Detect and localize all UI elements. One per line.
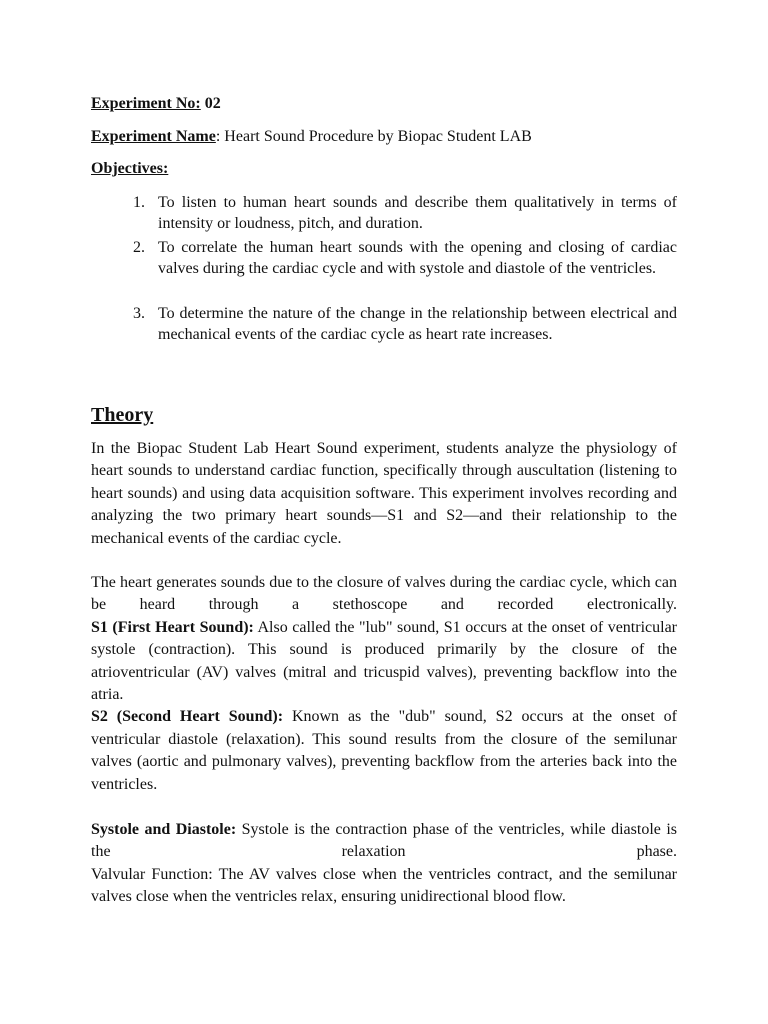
experiment-name-label: Experiment Name <box>91 128 216 145</box>
experiment-name-line <box>91 126 532 148</box>
systole-diastole-description: Systole and Diastole: Systole is the contraction phase of the ventricles, while diastole is the relaxation phase. <box>91 821 677 861</box>
objective-number: 1. <box>133 194 145 211</box>
theory-heading: Theory <box>91 404 154 426</box>
systole-diastole-label: Systole and Diastole: <box>91 821 237 838</box>
valvular-function-text: Valvular Function: The AV valves close when the ventricles contract, and the semilunar valves close when the ventricles relax, ensuring unidirectional blood flow. <box>91 865 677 906</box>
objective-text: To listen to human heart sounds and describe them qualitatively in terms of intensity or loudness, pitch, and duration. <box>158 194 677 232</box>
theory-intro-paragraph: In the Biopac Student Lab Heart Sound experiment, students analyze the physiology of heart sounds to understand cardiac function, specifically through auscultation (listening to heart sounds) and using data acquisition software. This experiment involves recording and analyzing the two primary heart sounds—S1 and S2—and their relationship to the mechanical events of the cardiac cycle. <box>91 440 677 547</box>
experiment-no-label: Experiment No: <box>91 95 201 112</box>
s2-description: S2 (Second Heart Sound): Known as the "dub" sound, S2 occurs at the onset of ventricular diastole (relaxation). This sound results from the closure of the semilunar valves (aortic and pulmonary valves), preventing backflow from the arteries back into the ventricles. <box>91 708 678 793</box>
objective-text: To determine the nature of the change in the relationship between electrical and mechanical events of the cardiac cycle as heart rate increases. <box>158 305 677 343</box>
experiment-no-line <box>91 93 221 115</box>
s2-label: S2 (Second Heart Sound): <box>91 708 284 726</box>
objective-number: 3. <box>133 305 145 322</box>
systole-diastole-paragraph <box>91 819 677 909</box>
heart-sounds-paragraph <box>91 572 677 796</box>
s1-description: S1 (First Heart Sound): Also called the "lub" sound, S1 occurs at the onset of ventricular systole (contraction). This sound is produced primarily by the closure of the atrioventricular (AV) valves (mitral and tricuspid valves), preventing backflow into the atria. <box>91 618 678 704</box>
objective-number: 2. <box>133 239 145 256</box>
experiment-no-value: 02 <box>204 95 221 112</box>
s1-label: S1 (First Heart Sound): <box>91 618 254 636</box>
objectives-heading: Objectives: <box>91 160 169 177</box>
objective-text: To correlate the human heart sounds with the opening and closing of cardiac valves during the cardiac cycle and with systole and diastole of the ventricles. <box>158 239 677 277</box>
heart-sounds-intro: The heart generates sounds due to the closure of valves during the cardiac cycle, which can be heard through a stethoscope and recorded electronically. <box>91 574 677 614</box>
experiment-name-value: : Heart Sound Procedure by Biopac Student LAB <box>215 128 532 145</box>
